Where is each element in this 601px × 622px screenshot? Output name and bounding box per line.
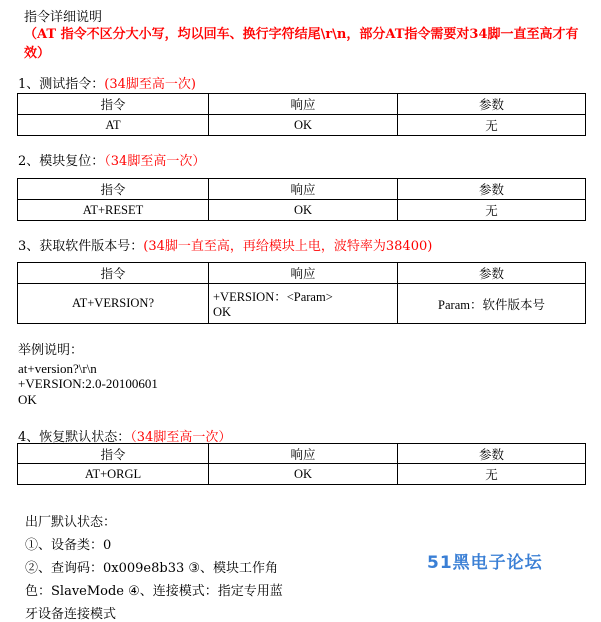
response-line: OK — [213, 305, 232, 319]
cell-param: Param：软件版本号 — [398, 284, 586, 324]
doc-title: 指令详细说明 — [24, 10, 103, 25]
response-line: +VERSION：<Param> — [213, 290, 333, 304]
cmd-table-orgl — [17, 443, 586, 485]
header-command: 指令 — [18, 179, 209, 200]
defaults-line: ①、设备类：0 — [25, 538, 112, 553]
section-heading-text: 2、模块复位： — [18, 154, 105, 169]
section-note: (34脚一直至高，再给模块上电，波特率为38400) — [143, 239, 433, 254]
header-command: 指令 — [18, 444, 209, 464]
forum-watermark: 51黑电子论坛 — [427, 553, 543, 573]
example-label: 举例说明： — [18, 343, 84, 358]
cmd-table-at — [17, 93, 586, 136]
cell-response: OK — [209, 464, 398, 485]
cell-command: AT+VERSION? — [18, 284, 209, 324]
cmd-table-version — [17, 262, 586, 324]
section-2-heading — [18, 150, 205, 169]
header-response: 响应 — [209, 179, 398, 200]
section-3-heading — [18, 235, 432, 254]
section-note: （34脚至高一次） — [104, 154, 206, 169]
header-response: 响应 — [209, 263, 398, 284]
section-note: (34脚至高一次) — [104, 77, 196, 92]
example-block — [18, 343, 158, 407]
cell-response: OK — [209, 115, 398, 136]
defaults-line: 牙设备连接模式 — [25, 607, 117, 622]
section-heading-text: 1、测试指令： — [18, 77, 105, 92]
defaults-line: ②、查询码：0x009e8b33 ③、模块工作角 — [25, 561, 279, 576]
header-param: 参数 — [398, 94, 586, 115]
header-param: 参数 — [398, 179, 586, 200]
section-heading-text: 3、获取软件版本号： — [18, 239, 144, 254]
cmd-table-reset — [17, 178, 586, 221]
header-command: 指令 — [18, 263, 209, 284]
header-response: 响应 — [209, 94, 398, 115]
cell-command: AT — [18, 115, 209, 136]
defaults-label: 出厂默认状态： — [25, 515, 117, 530]
case-insensitivity-warning: （AT 指令不区分大小写，均以回车、换行字符结尾\r\n，部分AT指令需要对34脚一直至高才有效） — [24, 27, 579, 61]
section-note: （34脚至高一次） — [130, 430, 232, 445]
header-command: 指令 — [18, 94, 209, 115]
cell-response: OK — [209, 200, 398, 221]
header-param: 参数 — [398, 263, 586, 284]
header-param: 参数 — [398, 444, 586, 464]
cell-command: AT+ORGL — [18, 464, 209, 485]
cell-param: 无 — [398, 464, 586, 485]
cell-param: 无 — [398, 200, 586, 221]
cell-param: 无 — [398, 115, 586, 136]
section-heading-text: 4、恢复默认状态： — [18, 430, 131, 445]
cell-command: AT+RESET — [18, 200, 209, 221]
example-line: at+version?\r\n — [18, 360, 97, 376]
header-response: 响应 — [209, 444, 398, 464]
example-line: OK — [18, 391, 37, 407]
example-line: +VERSION:2.0-20100601 — [18, 376, 158, 391]
section-1-heading — [18, 73, 196, 92]
cell-response — [209, 284, 398, 324]
defaults-line: 色：SlaveMode ④、连接模式：指定专用蓝 — [25, 584, 283, 599]
